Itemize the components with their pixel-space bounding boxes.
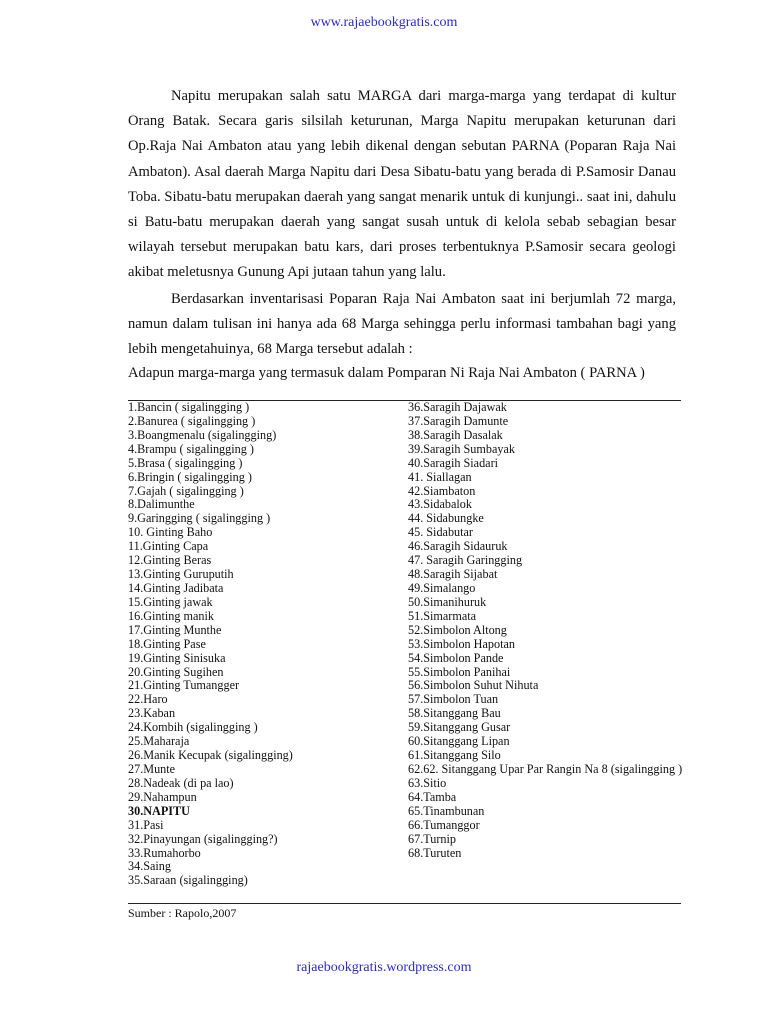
marga-list-item: 2.Banurea ( sigalingging ) [128, 413, 256, 428]
marga-list-item: 43.Sidabalok [408, 497, 472, 512]
marga-list-item: 62.62. Sitanggang Upar Par Rangin Na 8 (sigalingging ) [408, 761, 683, 776]
marga-list-item: 27.Munte [128, 761, 176, 776]
marga-list-item: 32.Pinayungan (sigalingging?) [128, 831, 278, 846]
marga-list-intro: Adapun marga-marga yang termasuk dalam Pomparan Ni Raja Nai Ambaton ( PARNA ) [128, 365, 645, 381]
marga-list-item: 59.Sitanggang Gusar [408, 720, 511, 735]
marga-list-item: 22.Haro [128, 692, 168, 707]
marga-list-item: 52.Simbolon Altong [408, 622, 507, 637]
marga-list-item: 68.Turuten [408, 845, 462, 860]
marga-list-item: 21.Ginting Tumangger [128, 678, 240, 693]
marga-list-item: 18.Ginting Pase [128, 636, 206, 651]
marga-list-item: 42.Siambaton [408, 483, 476, 498]
marga-list-item: 65.Tinambunan [408, 803, 485, 818]
marga-list-item: 24.Kombih (sigalingging ) [128, 720, 258, 735]
marga-list-item: 29.Nahampun [128, 789, 197, 804]
marga-list-item: 30.NAPITU [128, 803, 190, 818]
paragraph-napitu-intro: Napitu merupakan salah satu MARGA dari marga-marga yang terdapat di kultur Orang Batak. Secara garis silsilah keturunan, Marga Napitu merupakan keturunan dari Op.Raja Nai Ambaton atau yang lebih dikenal dengan sebutan PARNA (Poparan Raja Nai Ambaton). Asal daerah Marga Napitu dari Desa Sibatu-batu yang berada di P.Samosir Danau Toba. Sibatu-batu merupakan daerah yang sangat menarik untuk di kunjungi.. saat ini, dahulu si Batu-batu merupakan daerah yang sangat susah untuk di kelola sebab sebagian besar wilayah tersebut merupakan batu kars, dari proses terbentuknya P.Samosir secara geologi akibat meletusnya Gunung Api jutaan tahun yang lalu. [128, 88, 676, 281]
footer-site-link[interactable]: rajaebookgratis.wordpress.com [296, 960, 472, 975]
marga-list-item: 23.Kaban [128, 706, 176, 721]
source-citation: Sumber : Rapolo,2007 [128, 906, 237, 920]
marga-list-item: 51.Simarmata [408, 608, 477, 623]
marga-list-item: 63.Sitio [408, 775, 447, 790]
marga-list-item: 48.Saragih Sijabat [408, 567, 498, 582]
marga-list-item: 66.Tumanggor [408, 817, 480, 832]
marga-list-item: 31.Pasi [128, 817, 164, 832]
marga-list-item: 34.Saing [128, 859, 171, 874]
marga-list-item: 12.Ginting Beras [128, 553, 212, 568]
marga-list-item: 6.Bringin ( sigalingging ) [128, 469, 252, 484]
marga-list-item: 47. Saragih Garingging [408, 553, 523, 568]
paragraph-inventory: Berdasarkan inventarisasi Poparan Raja Nai Ambaton saat ini berjumlah 72 marga, namun dalam tulisan ini hanya ada 68 Marga sehingga perlu informasi tambahan bagi yang lebih mengetahuinya, 68 Marga tersebut adalah : [128, 291, 676, 358]
marga-list-item: 14.Ginting Jadibata [128, 580, 224, 595]
marga-list-item: 64.Tamba [408, 789, 457, 804]
marga-list-item: 3.Boangmenalu (sigalingging) [128, 427, 277, 442]
marga-list-item: 37.Saragih Damunte [408, 413, 509, 428]
marga-list-item: 58.Sitanggang Bau [408, 706, 501, 721]
marga-list-item: 16.Ginting manik [128, 608, 214, 623]
marga-list-item: 36.Saragih Dajawak [408, 400, 507, 414]
table-bottom-rule [128, 903, 681, 904]
marga-list-item: 5.Brasa ( sigalingging ) [128, 455, 243, 470]
marga-list-item: 67.Turnip [408, 831, 456, 846]
marga-list-item: 4.Brampu ( sigalingging ) [128, 441, 254, 456]
header-site-link[interactable]: www.rajaebookgratis.com [310, 15, 458, 30]
marga-list-item: 38.Saragih Dasalak [408, 427, 503, 442]
marga-list-item: 17.Ginting Munthe [128, 622, 222, 637]
marga-list-item: 11.Ginting Capa [128, 539, 209, 554]
marga-list-left [128, 401, 293, 888]
marga-list-item: 41. Siallagan [408, 469, 472, 484]
marga-list-item: 15.Ginting jawak [128, 594, 213, 609]
marga-list-item: 50.Simanihuruk [408, 594, 487, 609]
marga-list-item: 20.Ginting Sugihen [128, 664, 224, 679]
marga-list-item: 35.Saraan (sigalingging) [128, 873, 248, 888]
marga-list-item: 61.Sitanggang Silo [408, 748, 501, 763]
marga-list-item: 40.Saragih Siadari [408, 455, 499, 470]
marga-list-item: 7.Gajah ( sigalingging ) [128, 483, 244, 498]
marga-list-item: 60.Sitanggang Lipan [408, 734, 510, 749]
marga-list-item: 45. Sidabutar [408, 525, 473, 540]
marga-list-item: 1.Bancin ( sigalingging ) [128, 400, 250, 414]
marga-list-item: 8.Dalimunthe [128, 497, 195, 512]
marga-list-item: 9.Garingging ( sigalingging ) [128, 511, 271, 526]
marga-list-item: 19.Ginting Sinisuka [128, 650, 226, 665]
marga-list-item: 13.Ginting Guruputih [128, 567, 234, 582]
marga-list-item: 56.Simbolon Suhut Nihuta [408, 678, 539, 693]
marga-list-item: 39.Saragih Sumbayak [408, 441, 515, 456]
marga-list-item: 10. Ginting Baho [128, 525, 213, 540]
marga-list-item: 28.Nadeak (di pa lao) [128, 775, 234, 790]
marga-list-right [408, 401, 682, 860]
marga-list-item: 57.Simbolon Tuan [408, 692, 499, 707]
marga-list-item: 25.Maharaja [128, 734, 190, 749]
marga-list-item: 46.Saragih Sidauruk [408, 539, 508, 554]
marga-list-item: 54.Simbolon Pande [408, 650, 504, 665]
marga-list-item: 53.Simbolon Hapotan [408, 636, 515, 651]
marga-list-item: 55.Simbolon Panihai [408, 664, 511, 679]
marga-list-item: 49.Simalango [408, 580, 476, 595]
marga-list-item: 44. Sidabungke [408, 511, 484, 526]
marga-list-item: 26.Manik Kecupak (sigalingging) [128, 748, 293, 763]
marga-list-item: 33.Rumahorbo [128, 845, 201, 860]
